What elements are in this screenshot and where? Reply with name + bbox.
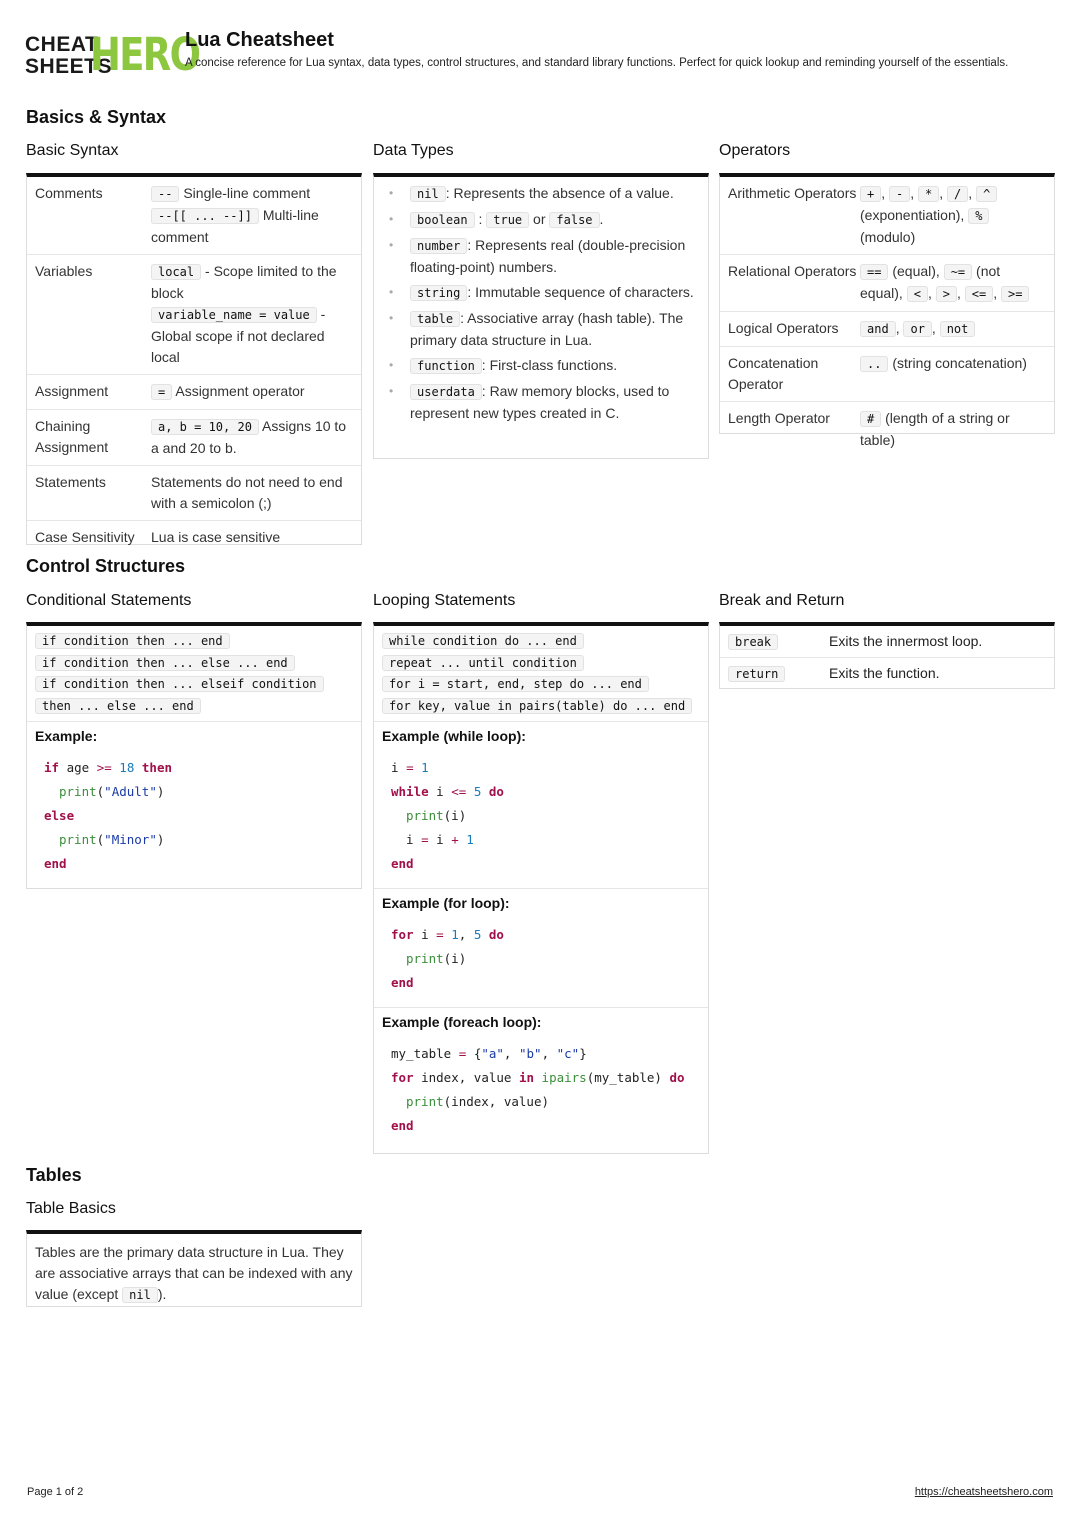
code-snippet: and xyxy=(860,321,896,337)
code-snippet: or xyxy=(903,321,931,337)
row-label: Case Sensitivity xyxy=(35,529,135,545)
code-example xyxy=(374,748,708,889)
item-text: : xyxy=(478,211,483,227)
list-item xyxy=(382,696,700,718)
list-item xyxy=(386,235,698,278)
token: i xyxy=(421,927,429,942)
row-text: Assigns 10 to a and 20 to b. xyxy=(151,418,347,456)
code-snippet: == xyxy=(860,264,888,280)
list-item xyxy=(35,696,353,718)
row-value: Exits the innermost loop. xyxy=(829,633,983,649)
token: (i) xyxy=(443,951,467,966)
code-snippet: * xyxy=(918,186,939,202)
code-snippet: - xyxy=(889,186,910,202)
row-text: - Scope limited to the block xyxy=(151,263,337,301)
token: print xyxy=(59,832,97,847)
code-example xyxy=(374,915,708,1008)
example-label: Example (foreach loop): xyxy=(382,1014,542,1030)
code-snippet: / xyxy=(947,186,968,202)
token: 1 xyxy=(451,927,459,942)
code-snippet: not xyxy=(940,321,976,337)
token: i xyxy=(436,784,444,799)
table-row xyxy=(720,626,1054,658)
code-snippet: variable_name = value xyxy=(151,307,317,323)
table-row xyxy=(27,375,361,410)
table-basics-card xyxy=(26,1230,362,1307)
table-basics-text xyxy=(27,1234,361,1314)
token: 1 xyxy=(466,832,474,847)
list-item xyxy=(386,183,698,205)
row-label: Chaining Assignment xyxy=(35,418,109,455)
code-snippet: string xyxy=(410,285,467,301)
token: index, value xyxy=(421,1070,512,1085)
token: ) xyxy=(156,784,165,799)
code-snippet: + xyxy=(860,186,881,202)
row-value xyxy=(151,381,353,403)
card-title-table-basics: Table Basics xyxy=(26,1200,116,1217)
row-text: (modulo) xyxy=(860,229,916,245)
token: ( xyxy=(96,784,105,799)
list-item xyxy=(382,674,700,696)
row-text: Assignment operator xyxy=(175,383,305,399)
section-heading-control: Control Structures xyxy=(26,556,186,576)
token: print xyxy=(406,808,444,823)
table-row xyxy=(720,312,1054,347)
row-text: (equal), xyxy=(892,263,940,279)
example-label: Example: xyxy=(35,728,98,744)
list-item xyxy=(386,381,698,424)
token: (i) xyxy=(443,808,467,823)
table-row xyxy=(720,347,1054,402)
code-snippet: > xyxy=(936,286,957,302)
code-snippet: repeat ... until condition xyxy=(382,655,584,671)
row-text: (exponentiation), xyxy=(860,207,965,223)
data-types-card xyxy=(373,173,709,459)
code-snippet: for i = start, end, step do ... end xyxy=(382,676,649,692)
token: "a" xyxy=(481,1046,504,1061)
section-heading-basics: Basics & Syntax xyxy=(26,107,167,127)
code-snippet: if condition then ... elseif condition xyxy=(35,676,324,692)
token: 5 xyxy=(473,927,482,942)
row-label: Logical Operators xyxy=(728,320,839,336)
table-row xyxy=(720,658,1054,689)
table-row xyxy=(720,177,1054,255)
item-text: : First-class functions. xyxy=(481,357,618,373)
code-snippet: true xyxy=(486,212,529,228)
looping-card xyxy=(373,622,709,1154)
item-text: : Represents real (double-precision floating-point) numbers. xyxy=(410,237,686,275)
row-value xyxy=(151,416,353,459)
table-row xyxy=(27,177,361,255)
list-item xyxy=(382,631,700,653)
code-snippet: ~= xyxy=(944,264,972,280)
token: "Adult" xyxy=(104,784,157,799)
token: while xyxy=(391,784,429,799)
token: = xyxy=(421,832,429,847)
token: end xyxy=(44,856,67,871)
code-snippet: while condition do ... end xyxy=(382,633,584,649)
row-value xyxy=(860,408,1046,451)
table-row xyxy=(720,255,1054,312)
code-snippet: false xyxy=(549,212,599,228)
code-snippet: < xyxy=(907,286,928,302)
item-text: . xyxy=(599,211,604,227)
token: print xyxy=(406,951,444,966)
token: for xyxy=(391,927,414,942)
row-value: Lua is case sensitive xyxy=(151,529,281,545)
token: for xyxy=(391,1070,414,1085)
row-label: Relational Operators xyxy=(728,263,857,279)
row-text: (length of a string or table) xyxy=(860,410,1010,448)
token: , xyxy=(503,1046,512,1061)
card-title-break-return: Break and Return xyxy=(719,592,845,609)
code-snippet: nil xyxy=(410,186,446,202)
code-snippet: # xyxy=(860,411,881,427)
token: my_table xyxy=(391,1046,452,1061)
token: i xyxy=(406,832,414,847)
body-text: Tables are the primary data structure in Lua. They are associative arrays that can be indexed with any value (except xyxy=(35,1244,353,1302)
operators-card xyxy=(719,173,1055,448)
row-value: Exits the function. xyxy=(829,665,940,681)
card-title-operators: Operators xyxy=(719,142,791,159)
token: 18 xyxy=(119,760,135,775)
row-value: and , or , not xyxy=(860,318,1046,340)
code-snippet: <= xyxy=(965,286,993,302)
code-snippet: then ... else ... end xyxy=(35,698,201,714)
code-snippet: .. xyxy=(860,356,888,372)
token: print xyxy=(406,1094,444,1109)
item-text: : Immutable sequence of characters. xyxy=(467,284,694,300)
code-snippet: = xyxy=(151,384,172,400)
body-text: ). xyxy=(157,1286,167,1302)
item-text: : Represents the absence of a value. xyxy=(445,185,674,201)
token: do xyxy=(488,784,504,799)
code-snippet: >= xyxy=(1001,286,1029,302)
token: <= xyxy=(451,784,467,799)
row-text: Single-line comment xyxy=(183,185,311,201)
token: do xyxy=(669,1070,685,1085)
card-title-data-types: Data Types xyxy=(373,142,454,159)
code-snippet: function xyxy=(410,358,482,374)
code-snippet: % xyxy=(968,208,989,224)
logo-cheat-text: CHEAT xyxy=(25,33,99,56)
token: i xyxy=(436,832,444,847)
code-snippet: number xyxy=(410,238,467,254)
token: = xyxy=(406,760,414,775)
code-snippet: break xyxy=(728,634,778,650)
token: { xyxy=(473,1046,482,1061)
example-label: Example (while loop): xyxy=(382,728,526,744)
token: } xyxy=(579,1046,587,1061)
token: = xyxy=(436,927,444,942)
row-label: Assignment xyxy=(35,383,109,399)
footer-link[interactable]: https://cheatsheetshero.com xyxy=(914,1486,1053,1498)
token: = xyxy=(458,1046,467,1061)
code-snippet: userdata xyxy=(410,384,482,400)
row-label: Variables xyxy=(35,263,93,279)
list-item xyxy=(35,653,353,675)
card-title-basic-syntax: Basic Syntax xyxy=(26,142,119,159)
token: age xyxy=(66,760,90,775)
row-text: Multi-line comment xyxy=(151,207,319,245)
data-types-list xyxy=(374,177,708,436)
syntax-list xyxy=(374,626,708,722)
list-item xyxy=(386,355,698,377)
row-label xyxy=(728,664,829,683)
token: "Minor" xyxy=(104,832,157,847)
page-subtitle: A concise reference for Lua syntax, data types, control structures, and standard library functions. Perfect for quick lookup and reminding yourself of the essentials. xyxy=(185,57,1009,69)
card-title-looping: Looping Statements xyxy=(373,592,516,609)
row-text: - Global scope if not declared local xyxy=(151,306,326,365)
basic-syntax-card xyxy=(26,173,362,545)
token: "c" xyxy=(556,1046,580,1061)
token: , xyxy=(458,927,467,942)
list-item xyxy=(382,653,700,675)
row-label: Arithmetic Operators xyxy=(728,185,857,201)
code-snippet: if condition then ... end xyxy=(35,633,230,649)
code-snippet: nil xyxy=(122,1287,158,1303)
list-item xyxy=(35,674,353,696)
token: end xyxy=(391,1118,414,1133)
token: ipairs xyxy=(541,1070,587,1085)
token: 5 xyxy=(473,784,482,799)
token: if xyxy=(44,760,60,775)
table-row xyxy=(27,255,361,375)
token: end xyxy=(391,975,414,990)
token: ) xyxy=(156,832,165,847)
token: end xyxy=(391,856,414,871)
logo-sheets-text: SHEETS xyxy=(25,55,113,78)
row-label xyxy=(728,632,829,651)
token: "b" xyxy=(518,1046,542,1061)
code-snippet: a, b = 10, 20 xyxy=(151,419,259,435)
syntax-list xyxy=(27,626,361,722)
table-row xyxy=(720,402,1054,457)
page-number: Page 1 of 2 xyxy=(27,1486,84,1498)
token: in xyxy=(518,1070,535,1085)
code-example xyxy=(27,748,361,888)
token: >= xyxy=(96,760,112,775)
code-snippet: local xyxy=(151,264,201,280)
item-text: : Associative array (hash table). The primary data structure in Lua. xyxy=(410,310,684,348)
token: + xyxy=(451,832,459,847)
conditional-card xyxy=(26,622,362,889)
code-snippet: for key, value in pairs(table) do ... end xyxy=(382,698,692,714)
break-return-card xyxy=(719,622,1055,689)
token: do xyxy=(488,927,504,942)
table-row xyxy=(27,466,361,521)
row-value xyxy=(860,353,1046,395)
row-text: (string concatenation) xyxy=(892,355,1027,371)
token: print xyxy=(59,784,97,799)
list-item xyxy=(386,282,698,304)
code-snippet: return xyxy=(728,666,785,682)
section-heading-tables: Tables xyxy=(26,1165,82,1185)
code-example xyxy=(374,1034,708,1150)
token: , xyxy=(541,1046,550,1061)
row-value: + , - , * , / , ^ (exponentiation), % (modulo) xyxy=(860,183,1046,248)
item-text: or xyxy=(533,211,546,227)
list-item xyxy=(386,209,698,231)
row-text: (not equal), xyxy=(860,263,1001,301)
item-text: : Raw memory blocks, used to represent new types created in C. xyxy=(410,383,670,421)
row-value xyxy=(151,183,353,248)
code-snippet: table xyxy=(410,311,460,327)
example-label: Example (for loop): xyxy=(382,895,510,911)
row-label: Length Operator xyxy=(728,410,830,426)
card-title-conditional: Conditional Statements xyxy=(26,592,192,609)
token: ( xyxy=(96,832,105,847)
code-snippet: if condition then ... else ... end xyxy=(35,655,295,671)
token: i xyxy=(391,760,399,775)
list-item xyxy=(35,631,353,653)
row-value xyxy=(151,261,353,368)
code-snippet: --[[ ... --]] xyxy=(151,208,259,224)
table-row xyxy=(27,521,361,554)
cheatsheetshero-logo[interactable] xyxy=(25,28,200,81)
code-snippet: boolean xyxy=(410,212,475,228)
page-title: Lua Cheatsheet xyxy=(185,29,334,51)
row-label: Comments xyxy=(35,185,103,201)
list-item xyxy=(386,308,698,351)
row-label: Concatenation Operator xyxy=(728,355,819,392)
token: (my_table) xyxy=(586,1070,662,1085)
token: 1 xyxy=(421,760,429,775)
row-value: Statements do not need to end with a semicolon (;) xyxy=(151,474,343,511)
token: then xyxy=(141,760,172,775)
token: (index, value) xyxy=(443,1094,549,1109)
row-label: Statements xyxy=(35,474,106,490)
code-snippet: -- xyxy=(151,186,179,202)
token: else xyxy=(44,808,75,823)
code-snippet: ^ xyxy=(976,186,997,202)
logo-hero-text: HERO xyxy=(90,28,200,81)
table-row xyxy=(27,410,361,466)
row-value: == (equal), ~= (not equal), < , > , <= , >= xyxy=(860,261,1046,305)
